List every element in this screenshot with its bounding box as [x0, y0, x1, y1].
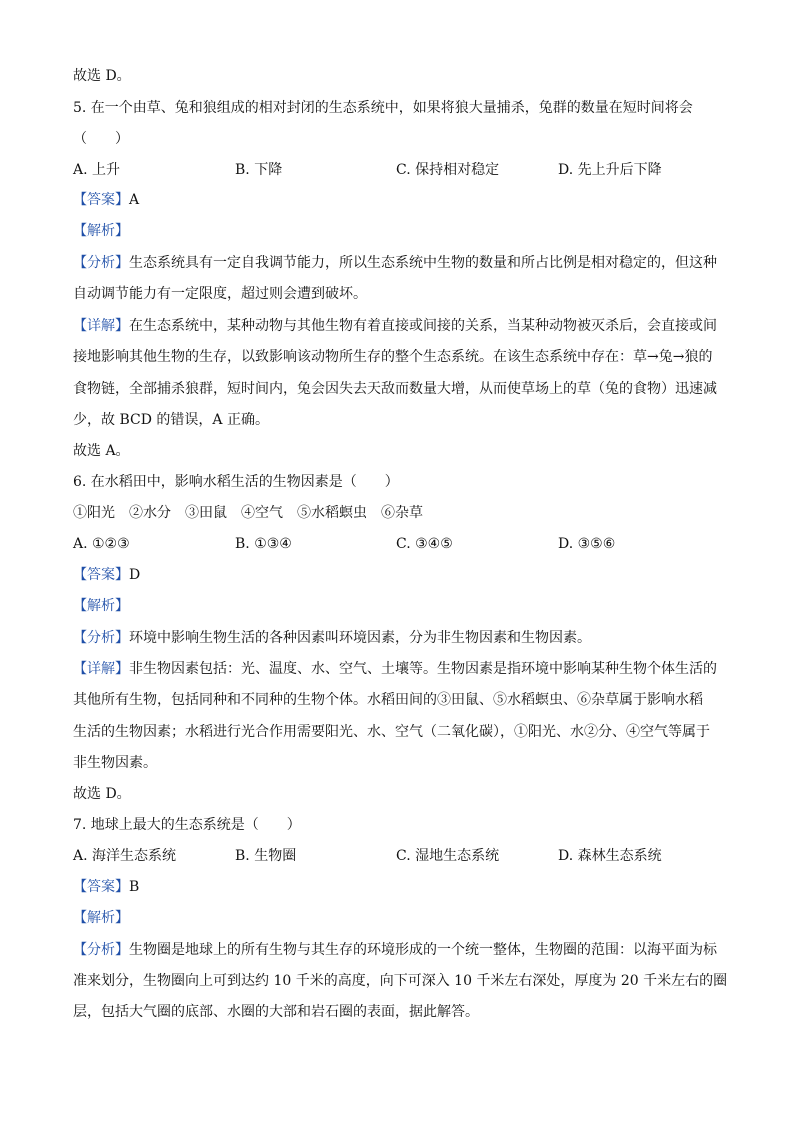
answer-label: 【答案】: [73, 192, 129, 208]
analysis-label: 【解析】: [73, 910, 129, 926]
answer-label: 【答案】: [73, 879, 129, 895]
conclusion-text: 故选 D。: [73, 68, 131, 84]
question-7-stem: 7. 地球上最大的生态系统是（ ）: [73, 817, 301, 833]
q6-items: ①阳光 ②水分 ③田鼠 ④空气 ⑤水稻螟虫 ⑥杂草: [73, 505, 423, 521]
q5-conclusion: 故选 A。: [73, 443, 130, 459]
q7-option-b: B. 生物圈: [235, 848, 297, 864]
fenxi-label: 【分析】: [73, 255, 129, 271]
q5-xiangjie-line-2: 接地影响其他生物的生存，以致影响该动物所生存的整个生态系统。在该生态系统中存在：草→兔→狼的: [73, 349, 713, 365]
q5-option-b: B. 下降: [235, 162, 283, 178]
q7-fenxi-line-3: 层，包括大气圈的底部、水圈的大部和岩石圈的表面，据此解答。: [73, 1004, 479, 1020]
q5-option-a: A. 上升: [73, 162, 121, 178]
q6-xiangjie-line-3: 生活的生物因素；水稻进行光合作用需要阳光、水、空气（二氧化碳），①阳光、水②分、④空气等属于: [73, 724, 710, 740]
q6-xiangjie-line-1: 【详解】非生物因素包括：光、温度、水、空气、土壤等。生物因素是指环境中影响某种生物个体生活的: [73, 661, 717, 677]
q6-option-c: C. ③④⑤: [396, 536, 453, 552]
q5-xiangjie-line-4: 少，故 BCD 的错误，A 正确。: [73, 412, 269, 428]
q5-analysis-heading: [73, 221, 129, 241]
answer-label: 【答案】: [73, 567, 129, 583]
question-5-stem-bracket: （ ）: [73, 131, 129, 147]
q5-answer-line: [73, 190, 139, 210]
q7-option-d: D. 森林生态系统: [558, 848, 662, 864]
q7-option-a: A. 海洋生态系统: [73, 848, 177, 864]
q6-xiangjie-line-4: 非生物因素。: [73, 755, 157, 771]
q5-option-c: C. 保持相对稳定: [396, 162, 500, 178]
q7-answer: B: [129, 879, 140, 895]
q7-fenxi-line-1: 【分析】生物圈是地球上的所有生物与其生存的环境形成的一个统一整体，生物圈的范围：以海平面为标: [73, 942, 717, 958]
q6-option-a: A. ①②③: [73, 536, 130, 552]
q6-option-d: D. ③⑤⑥: [558, 536, 616, 552]
fenxi-label: 【分析】: [73, 630, 129, 646]
q7-fenxi-line-2: 准来划分，生物圈向上可到达约 10 千米的高度，向下可深入 10 千米左右深处，厚度为 20 千米左右的圈: [73, 973, 728, 989]
q7-analysis-heading: [73, 908, 129, 928]
fenxi-label: 【分析】: [73, 942, 129, 958]
q5-option-d: D. 先上升后下降: [558, 162, 662, 178]
q5-fenxi-line-1: 【分析】生态系统具有一定自我调节能力，所以生态系统中生物的数量和所占比例是相对稳定的，但这种: [73, 255, 717, 271]
q5-answer: A: [129, 192, 140, 208]
question-6-stem: 6. 在水稻田中，影响水稻生活的生物因素是（ ）: [73, 474, 399, 490]
q5-xiangjie-line-3: 食物链，全部捕杀狼群，短时间内，兔会因失去天敌而数量大增，从而使草场上的草（兔的食物）迅速减: [73, 381, 717, 397]
analysis-label: 【解析】: [73, 223, 129, 239]
analysis-label: 【解析】: [73, 598, 129, 614]
q6-analysis-heading: [73, 596, 129, 616]
q6-xiangjie-line-2: 其他所有生物，包括同种和不同种的生物个体。水稻田间的③田鼠、⑤水稻螟虫、⑥杂草属于影响水稻: [73, 692, 703, 708]
xiangjie-label: 【详解】: [73, 318, 129, 334]
xiangjie-label: 【详解】: [73, 661, 129, 677]
q6-option-b: B. ①③④: [235, 536, 292, 552]
q7-option-c: C. 湿地生态系统: [396, 848, 500, 864]
question-5-stem: 5. 在一个由草、兔和狼组成的相对封闭的生态系统中，如果将狼大量捕杀，兔群的数量在短时间将会: [73, 100, 693, 116]
q6-conclusion: 故选 D。: [73, 786, 131, 802]
q7-answer-line: [73, 877, 139, 897]
q6-answer: D: [129, 567, 141, 583]
q5-xiangjie-line-1: 【详解】在生态系统中，某种动物与其他生物有着直接或间接的关系，当某种动物被灭杀后，会直接或间: [73, 318, 717, 334]
q5-fenxi-line-2: 自动调节能力有一定限度，超过则会遭到破坏。: [73, 286, 367, 302]
q6-answer-line: [73, 565, 140, 585]
q6-fenxi-line-1: 【分析】环境中影响生物生活的各种因素叫环境因素，分为非生物因素和生物因素。: [73, 630, 591, 646]
